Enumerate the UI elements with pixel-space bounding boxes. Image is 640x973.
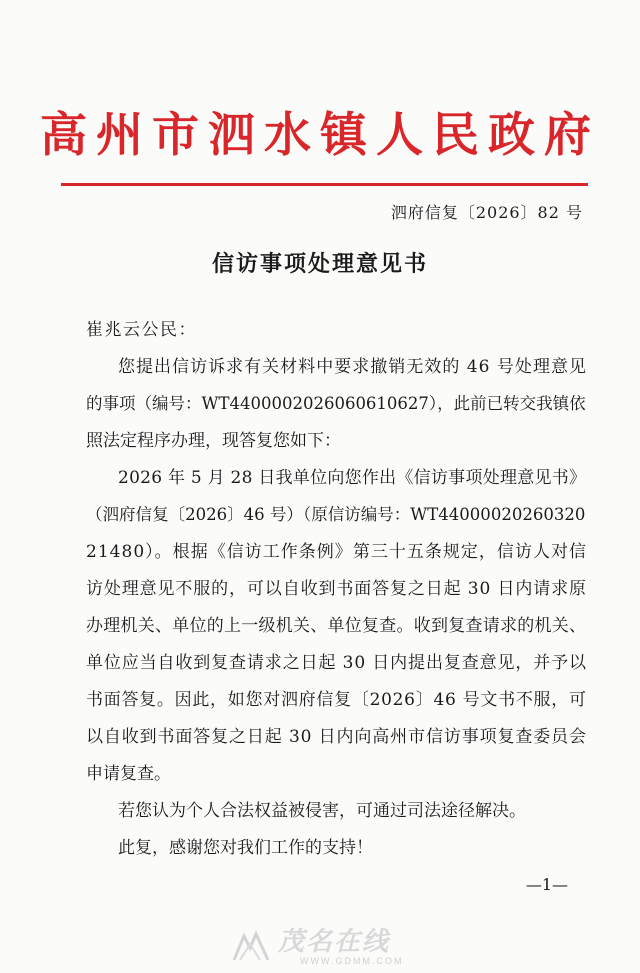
body-line: 此复，感谢您对我们工作的支持！ bbox=[118, 838, 373, 858]
page-number: —1— bbox=[525, 875, 568, 894]
salutation: 崔兆云公民： bbox=[86, 320, 197, 340]
body-line: 的事项（编号：WT4400002026060610627），此前已转交我镇依 bbox=[86, 394, 586, 413]
watermark-brand: 茂名在线 bbox=[278, 926, 391, 956]
body-line: 照法定程序办理，现答复您如下： bbox=[86, 431, 341, 451]
document-number: 泗府信复〔2026〕82 号 bbox=[390, 203, 583, 222]
body-line: 办理机关、单位的上一级机关、单位复查。收到复查请求的机关、 bbox=[86, 616, 587, 636]
watermark bbox=[230, 928, 430, 972]
watermark-url: WWW.GDMM.COM bbox=[300, 956, 404, 966]
body-line: 访处理意见不服的，可以自收到书面答复之日起 30 日内请求原 bbox=[86, 579, 587, 599]
watermark-logo-icon bbox=[230, 930, 272, 966]
red-divider bbox=[61, 183, 588, 186]
document-title: 信访事项处理意见书 bbox=[211, 251, 428, 277]
body-line: 2026 年 5 月 28 日我单位向您作出《信访事项处理意见书》 bbox=[118, 468, 587, 488]
body-line: 您提出信访诉求有关材料中要求撤销无效的 46 号处理意见 bbox=[118, 357, 588, 377]
body-line: 申请复查。 bbox=[86, 764, 171, 784]
body-line: 单位应当自收到复查请求之日起 30 日内提出复查意见，并予以 bbox=[86, 653, 587, 673]
body-line: 21480）。根据《信访工作条例》第三十五条规定，信访人对信 bbox=[86, 542, 587, 562]
issuer-header: 高州市泗水镇人民政府 bbox=[40, 108, 600, 163]
body-line: 若您认为个人合法权益被侵害，可通过司法途径解决。 bbox=[118, 801, 526, 821]
body-line: 书面答复。因此，如您对泗府信复〔2026〕46 号文书不服，可 bbox=[86, 690, 587, 710]
body-line: 以自收到书面答复之日起 30 日内向高州市信访事项复查委员会 bbox=[86, 727, 587, 747]
body-line: （泗府信复〔2026〕46 号）（原信访编号：WT44000020260320 bbox=[86, 505, 586, 524]
